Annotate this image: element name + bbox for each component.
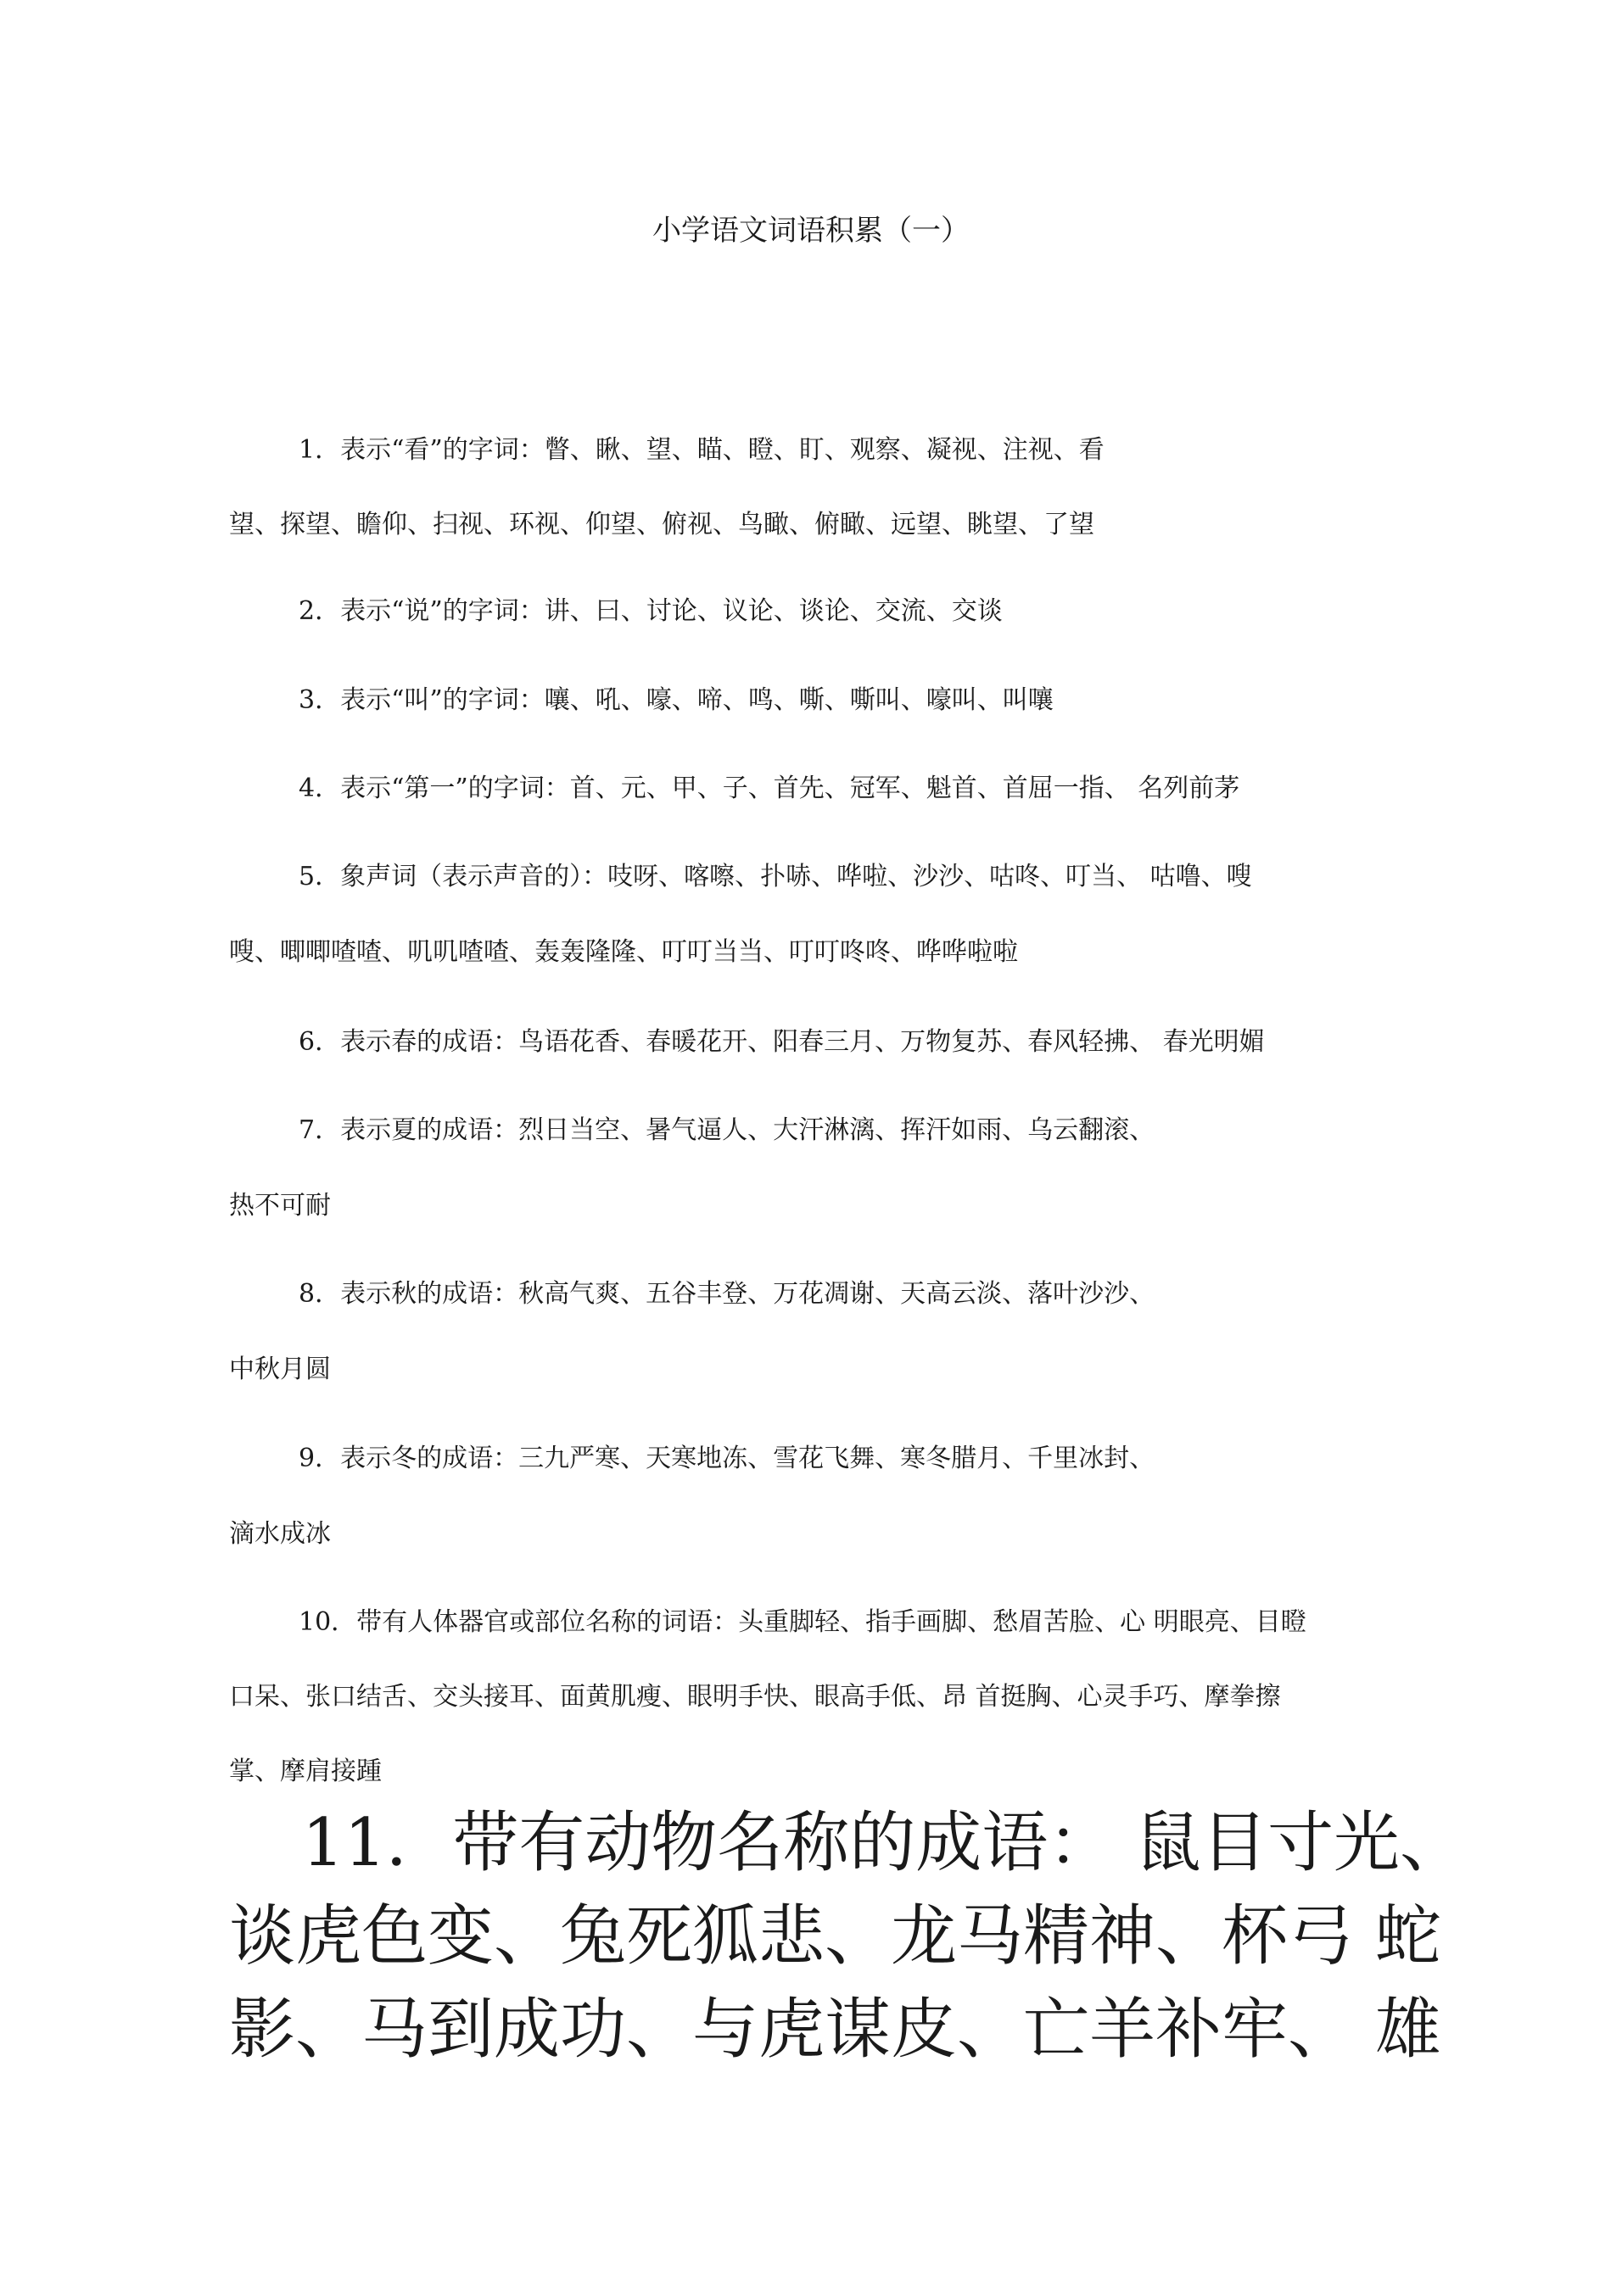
item-11-line-3: 影、马到成功、与虎谋皮、亡羊补牢、 雄 (229, 1992, 1441, 2068)
item-8-line-2: 中秋月圆 (229, 1355, 331, 1384)
item-1-line-1: 1．表示“看”的字词：瞥、瞅、望、瞄、瞪、盯、观察、凝视、注视、看 (299, 435, 1105, 465)
item-9-line-1: 9．表示冬的成语：三九严寒、天寒地冻、雪花飞舞、寒冬腊月、千里冰封、 (299, 1444, 1155, 1473)
item-5-line-1: 5．象声词（表示声音的）：吱呀、喀嚓、扑哧、哗啦、沙沙、咕咚、叮当、 咕噜、嗖 (299, 862, 1252, 891)
item-11-line-2: 谈虎色变、兔死狐悲、龙马精神、杯弓 蛇 (229, 1898, 1441, 1975)
item-10-line-2: 口呆、张口结舌、交头接耳、面黄肌瘦、眼明手快、眼高手低、昂 首挺胸、心灵手巧、摩拳擦 (229, 1682, 1281, 1712)
item-1-line-2: 望、探望、瞻仰、扫视、环视、仰望、俯视、鸟瞰、俯瞰、远望、眺望、了望 (229, 510, 1094, 539)
item-10-line-1: 10．带有人体器官或部位名称的词语：头重脚轻、指手画脚、愁眉苦脸、心 明眼亮、目瞪 (299, 1607, 1306, 1637)
item-9-line-2: 滴水成冰 (229, 1519, 331, 1549)
item-3-line-1: 3．表示“叫”的字词：嚷、吼、嚎、啼、鸣、嘶、嘶叫、嚎叫、叫嚷 (299, 685, 1054, 715)
item-4-line-1: 4．表示“第一”的字词：首、元、甲、子、首先、冠军、魁首、首屈一指、 名列前茅 (299, 774, 1240, 803)
item-8-line-1: 8．表示秋的成语：秋高气爽、五谷丰登、万花凋谢、天高云淡、落叶沙沙、 (299, 1279, 1155, 1309)
document-title: 小学语文词语积累（一） (652, 214, 970, 248)
item-11-line-1: 11．带有动物名称的成语： 鼠目寸光、 (302, 1805, 1467, 1881)
item-7-line-1: 7．表示夏的成语：烈日当空、暑气逼人、大汗淋漓、挥汗如雨、乌云翻滚、 (299, 1115, 1155, 1145)
item-5-line-2: 嗖、唧唧喳喳、叽叽喳喳、轰轰隆隆、叮叮当当、叮叮咚咚、哗哗啦啦 (229, 937, 1018, 967)
item-7-line-2: 热不可耐 (229, 1191, 331, 1221)
item-10-line-3: 掌、摩肩接踵 (229, 1757, 382, 1786)
item-6-line-1: 6．表示春的成语：鸟语花香、春暖花开、阳春三月、万物复苏、春风轻拂、 春光明媚 (299, 1027, 1265, 1057)
item-2-line-1: 2．表示“说”的字词：讲、曰、讨论、议论、谈论、交流、交谈 (299, 596, 1003, 626)
